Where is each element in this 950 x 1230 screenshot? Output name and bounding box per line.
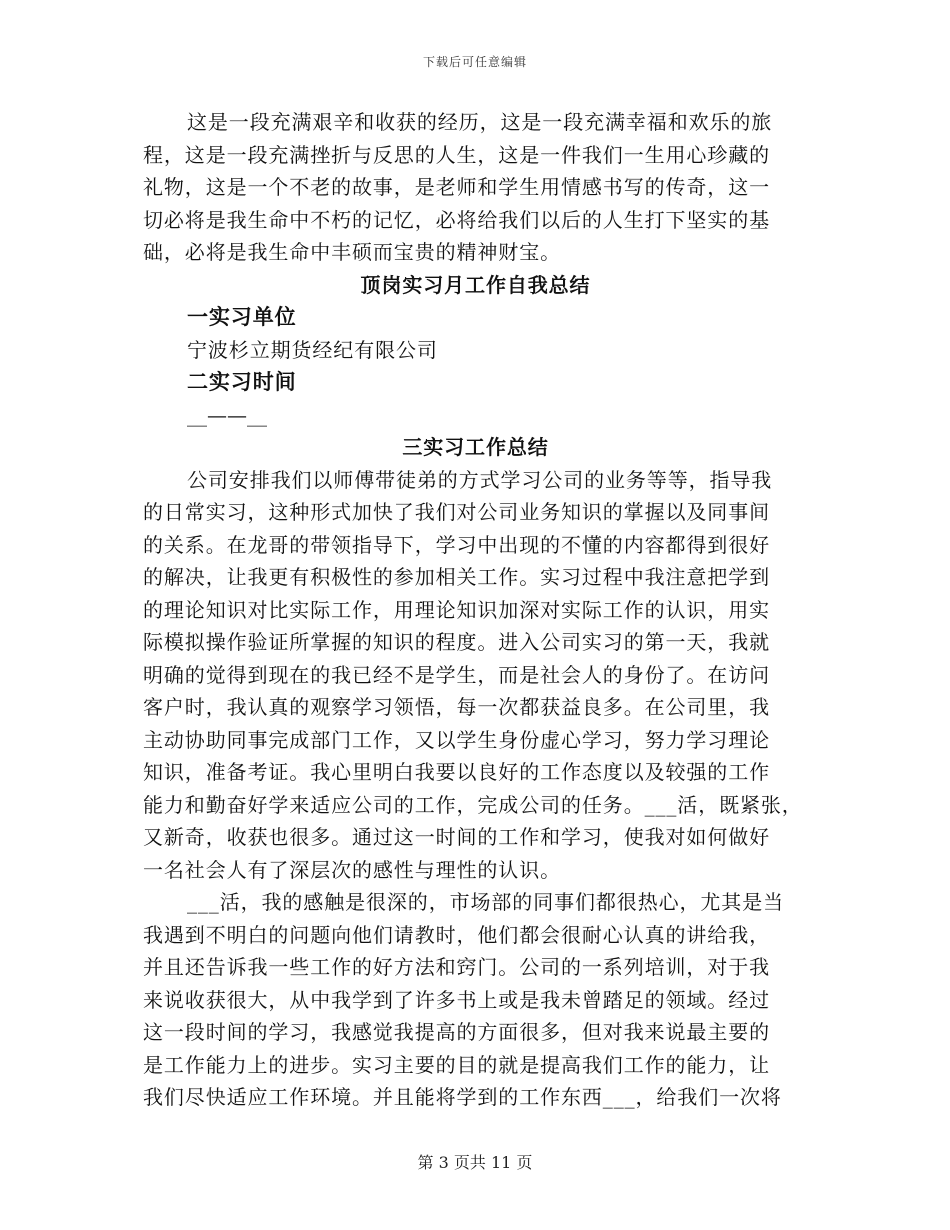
paragraph1-line: 际模拟操作验证所掌握的知识的程度。进入公司实习的第一天，我就 [143, 630, 770, 654]
page-number-footer: 第 3 页共 11 页 [417, 1153, 533, 1172]
section-heading-internship-time: 二实习时间 [187, 369, 297, 394]
intro-line: 切必将是我生命中不朽的记忆，必将给我们以后的人生打下坚实的基 [143, 207, 770, 232]
paragraph2-line: 是工作能力上的进步。实习主要的目的就是提高我们工作的能力，让 [143, 1052, 770, 1077]
intro-line: 程，这是一段充满挫折与反思的人生，这是一件我们一生用心珍藏的 [143, 142, 770, 167]
paragraph1-line: 能力和勤奋好学来适应公司的工作，完成公司的任务。___活，既紧张， [143, 792, 803, 817]
paragraph2-line: 并且还告诉我一些工作的好方法和窍门。公司的一系列培训，对于我 [143, 955, 770, 979]
paragraph1-line: 公司安排我们以师傅带徒弟的方式学习公司的业务等等，指导我 [187, 467, 773, 492]
paragraph1-line: 的日常实习，这种形式加快了我们对公司业务知识的掌握以及同事间 [143, 500, 770, 524]
section-heading-work-summary: 三实习工作总结 [402, 435, 549, 459]
paragraph2-line: ___活，我的感触是很深的，市场部的同事们都很热心，尤其是当 [187, 890, 784, 914]
document-title: 顶岗实习月工作自我总结 [360, 272, 591, 297]
intro-line: 础，必将是我生命中丰硕而宝贵的精神财宝。 [143, 240, 561, 264]
paragraph2-line: 我们尽快适应工作环境。并且能将学到的工作东西___，给我们一次将 [143, 1085, 782, 1109]
paragraph1-line: 的解决，让我更有积极性的参加相关工作。实习过程中我注意把学到 [143, 565, 770, 589]
document-body [143, 106, 808, 1114]
paragraph1-line: 主动协助同事完成部门工作，又以学生身份虚心学习，努力学习理论 [143, 727, 770, 752]
internship-time-text: __——__ [187, 402, 267, 427]
paragraph1-line: 的理论知识对比实际工作，用理论知识加深对实际工作的认识，用实 [143, 597, 770, 622]
intro-line: 这是一段充满艰辛和收获的经历，这是一段充满幸福和欢乐的旅 [187, 110, 773, 134]
paragraph2-line: 这一段时间的学习，我感觉我提高的方面很多，但对我来说最主要的 [143, 1020, 770, 1044]
paragraph1-line: 知识，准备考证。我心里明白我要以良好的工作态度以及较强的工作 [143, 760, 770, 784]
paragraph2-line: 我遇到不明白的问题向他们请教时，他们都会很耐心认真的讲给我， [143, 922, 770, 947]
paragraph1-line: 一名社会人有了深层次的感性与理性的认识。 [143, 857, 561, 882]
internship-unit-text: 宁波杉立期货经纪有限公司 [187, 337, 438, 362]
page-header-note: 下载后可任意编辑 [422, 55, 527, 69]
paragraph1-line: 明确的觉得到现在的我已经不是学生，而是社会人的身份了。在访问 [143, 662, 770, 687]
section-heading-internship-unit: 一实习单位 [187, 304, 297, 329]
paragraph1-line: 客户时，我认真的观察学习领悟，每一次都获益良多。在公司里，我 [143, 695, 770, 719]
paragraph1-line: 又新奇，收获也很多。通过这一时间的工作和学习，使我对如何做好 [143, 825, 770, 849]
intro-line: 礼物，这是一个不老的故事，是老师和学生用情感书写的传奇，这一 [143, 175, 770, 199]
paragraph2-line: 来说收获很大，从中我学到了许多书上或是我未曾踏足的领域。经过 [143, 987, 770, 1012]
paragraph1-line: 的关系。在龙哥的带领指导下，学习中出现的不懂的内容都得到很好 [143, 532, 770, 557]
